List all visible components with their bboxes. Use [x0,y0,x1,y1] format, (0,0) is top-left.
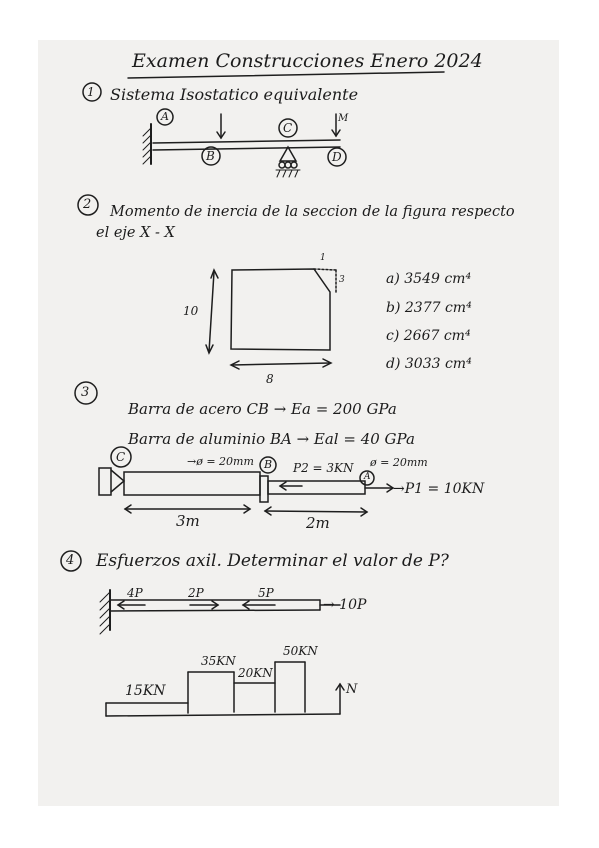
exam-title: Examen Construcciones Enero 2024 [132,50,483,72]
q2-number: 2 [83,197,92,212]
q4-wall-hatch [100,592,110,634]
q4-load-2p: 2P [188,586,204,600]
q2-dim-cut-v: 3 [339,275,345,285]
q3-number: 3 [81,385,90,400]
q2-dim-cut-h: 1 [320,253,326,263]
q2-height-dim-line [209,272,214,352]
q3-diam-left: →ø = 20mm [187,455,254,468]
q1-number: 1 [87,85,95,99]
q3-wall-support [111,470,124,492]
q4-diagram-value-3: 20KN [238,666,273,680]
q3-p1-label: →P1 = 10KN [393,481,485,497]
q3-steel-bar [124,472,260,495]
q2-text-line2: el eje X - X [96,225,175,241]
q1-label-c: C [283,121,293,135]
q3-label-c: C [116,450,126,464]
q1-label-d: D [332,150,342,164]
q4-load-4p: 4P [127,586,143,600]
q3-wall-block [99,468,111,495]
q3-diam-right: ø = 20mm [370,456,428,469]
q1-label-a: A [161,110,169,123]
q4-load-10p: → 10P [323,597,367,613]
q2-dim-width: 8 [266,372,274,386]
q4-diagram-value-2: 35KN [201,654,236,668]
q1-label-b: B [206,149,215,163]
q1-text: Sistema Isostatico equivalente [110,85,359,104]
title-underline [128,72,444,78]
q4-diagram-value-4: 50KN [283,644,318,658]
q3-label-b: B [264,458,273,471]
q4-bar-bottom [110,610,320,611]
q1-ground-hatch [276,170,300,177]
q2-option-d: d) 3033 cm⁴ [386,356,472,372]
q3-label-a: A [364,472,371,482]
q3-p2-label: P2 = 3KN [293,461,354,475]
q2-option-c: c) 2667 cm⁴ [386,328,471,344]
q2-width-dim-line [232,363,330,365]
q2-cut-dashed [314,269,336,270]
q1-wall-hatch [143,128,151,164]
q4-number: 4 [66,553,75,568]
q2-option-b: b) 2377 cm⁴ [386,300,472,316]
q1-beam-top [153,140,340,143]
q4-diagram-axis [106,714,340,716]
q1-support-triangle [280,147,296,161]
q4-load-5p: 5P [258,586,274,600]
q4-text: Esfuerzos axil. Determinar el valor de P? [96,551,449,571]
q4-axis-label: N [346,682,358,697]
q3-dim-right [265,511,367,512]
q2-section-outline [231,269,330,350]
q3-len-right: 2m [306,514,330,532]
q2-dim-height: 10 [183,304,199,318]
q3-line2: Barra de aluminio BA → Eal = 40 GPa [128,430,415,448]
q1-load-mark: M [338,113,349,124]
q1-beam-bottom [153,147,340,150]
q3-len-left: 3m [176,512,200,530]
q3-collar-b [260,476,268,502]
q4-diagram-value-1: 15KN [125,683,166,699]
q2-text-line1: Momento de inercia de la seccion de la figura respecto [110,204,515,220]
q2-option-a: a) 3549 cm⁴ [386,271,472,287]
q3-line1: Barra de acero CB → Ea = 200 GPa [128,400,397,418]
